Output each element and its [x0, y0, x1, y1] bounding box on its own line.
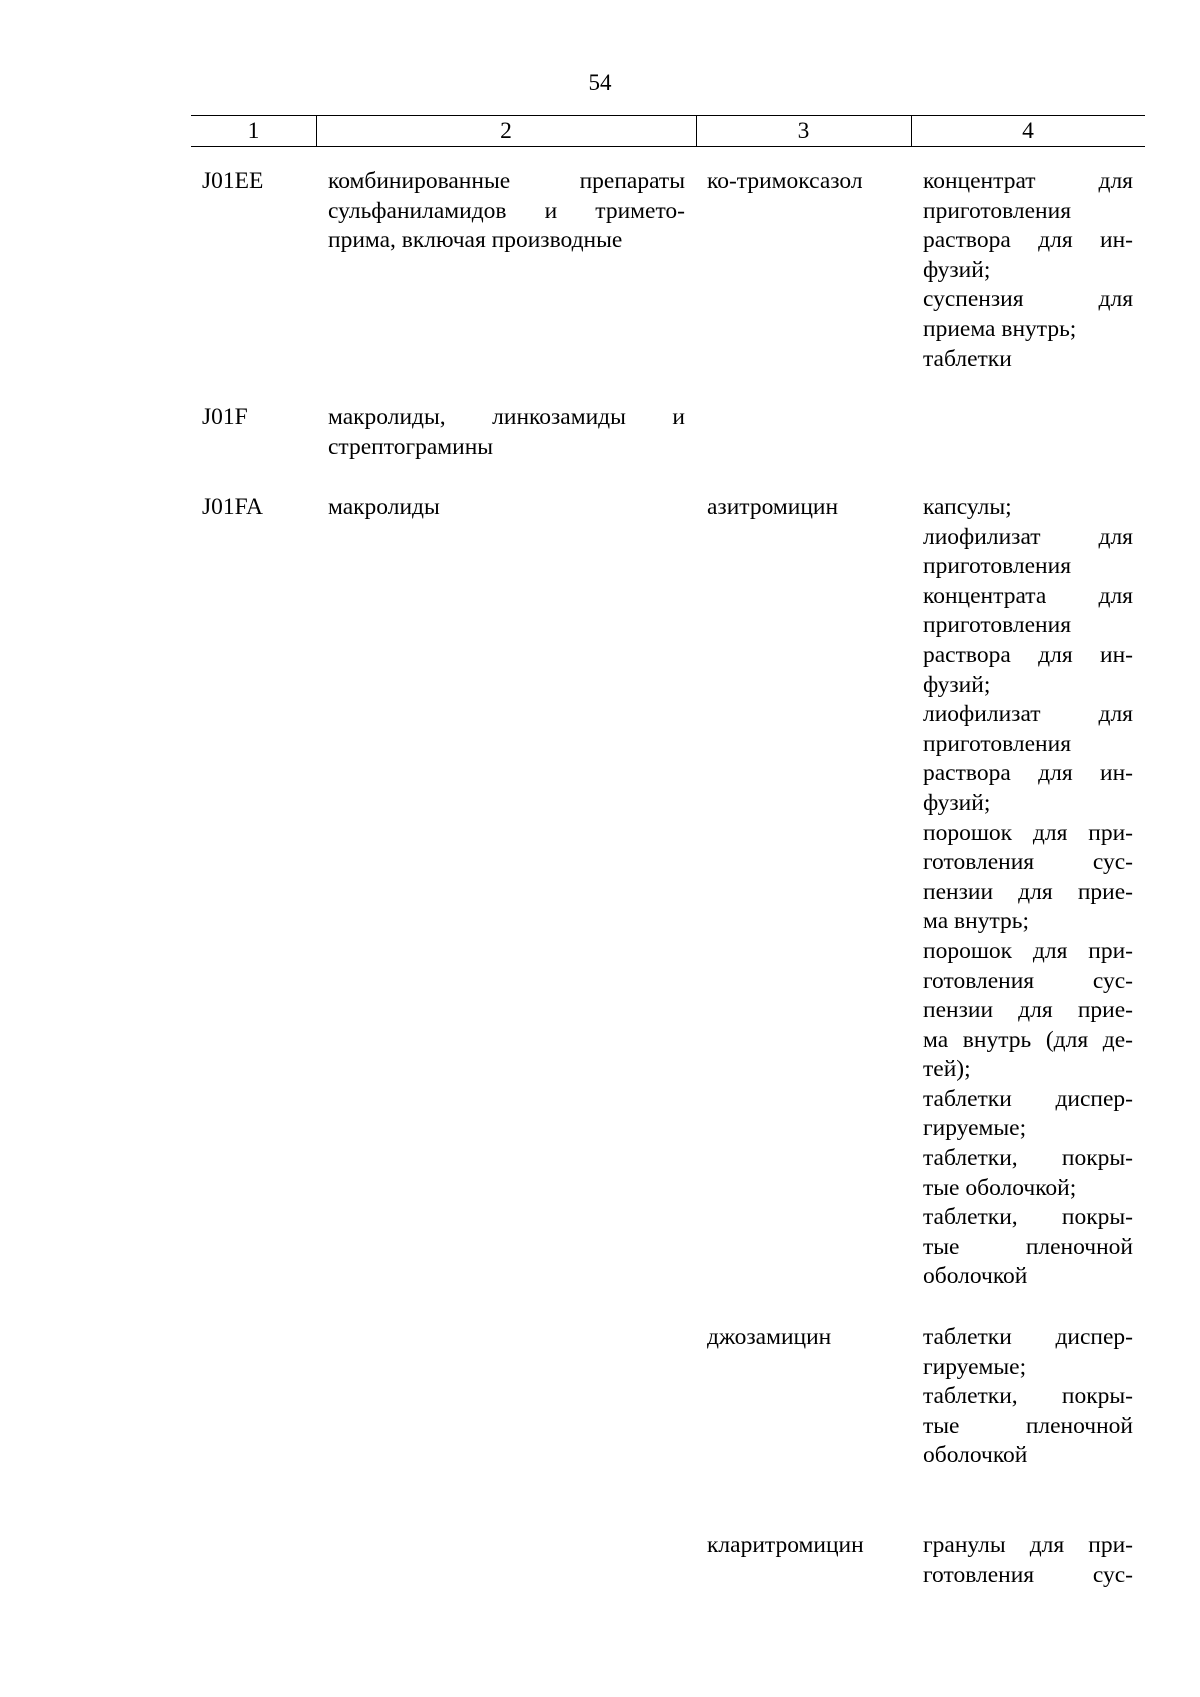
atc-code: J01FA — [202, 494, 263, 520]
dosage-forms — [923, 1323, 1133, 1471]
dosage-forms — [923, 1531, 1133, 1590]
column-header-4: 4 — [1022, 118, 1034, 144]
text-line: раствора для ин- — [923, 227, 1133, 254]
text-line: гируемые; — [923, 1353, 1027, 1380]
page-number: 54 — [588, 70, 612, 95]
text-line: приготовления — [923, 553, 1072, 580]
text-line: тые пленочной — [923, 1233, 1133, 1260]
text-line: ма внутрь; — [923, 908, 1029, 935]
group-name — [328, 403, 685, 462]
text-line: суспензия для — [923, 286, 1133, 313]
text-line: лиофилизат для — [923, 701, 1133, 728]
drug-name: джозамицин — [707, 1324, 832, 1350]
text-line: фузий; — [923, 256, 991, 283]
text-line: таблетки диспер- — [923, 1085, 1133, 1112]
text-line: раствора для ин- — [923, 760, 1133, 787]
text-line: гранулы для при- — [923, 1532, 1133, 1558]
drug-name: ко-тримоксазол — [707, 168, 863, 194]
text-line: комбинированные препараты — [328, 168, 685, 194]
text-line: тые пленочной — [923, 1412, 1133, 1439]
text-line: тей); — [923, 1056, 971, 1083]
table-header-top-rule — [191, 115, 1145, 116]
text-line: приготовления — [923, 197, 1072, 224]
text-line: пензии для прие- — [923, 997, 1133, 1024]
group-name — [328, 167, 685, 256]
text-line: макролиды, линкозамиды и — [328, 404, 685, 430]
text-line: оболочкой — [923, 1263, 1028, 1290]
text-line: таблетки, покры- — [923, 1145, 1133, 1172]
column-header-1: 1 — [247, 118, 260, 144]
drug-name: азитромицин — [707, 494, 839, 520]
text-line: прима, включая производные — [328, 227, 623, 254]
text-line: фузий; — [923, 671, 991, 698]
text-line: готовления сус- — [923, 849, 1133, 876]
text-line: приема внутрь; — [923, 315, 1077, 342]
text-line: порошок для при- — [923, 819, 1133, 846]
text-line: оболочкой — [923, 1442, 1028, 1469]
text-line: приготовления — [923, 730, 1072, 757]
text-line: сульфаниламидов и тримето- — [328, 197, 685, 224]
column-header-3: 3 — [797, 118, 810, 144]
drug-name: кларитромицин — [707, 1532, 864, 1558]
text-line: лиофилизат для — [923, 523, 1133, 550]
atc-code: J01EE — [202, 168, 264, 194]
text-line: макролиды — [328, 494, 440, 520]
group-name — [328, 493, 685, 523]
text-line: порошок для при- — [923, 937, 1133, 964]
text-line: таблетки диспер- — [923, 1324, 1133, 1350]
text-line: тые оболочкой; — [923, 1174, 1077, 1201]
text-line: таблетки, покры- — [923, 1204, 1133, 1231]
text-line: приготовления — [923, 612, 1072, 639]
text-line: готовления сус- — [923, 967, 1133, 994]
text-line: фузий; — [923, 789, 991, 816]
dosage-forms — [923, 167, 1133, 374]
atc-code: J01F — [202, 404, 248, 430]
text-line: пензии для прие- — [923, 878, 1133, 905]
text-line: таблетки, покры- — [923, 1383, 1133, 1410]
column-header-2: 2 — [500, 118, 512, 144]
text-line: стрептограмины — [328, 433, 494, 460]
text-line: ма внутрь (для де- — [923, 1026, 1133, 1053]
text-line: капсулы; — [923, 494, 1012, 520]
dosage-forms — [923, 493, 1133, 1292]
text-line: таблетки — [923, 345, 1012, 372]
text-line: концентрата для — [923, 582, 1133, 609]
text-line: гируемые; — [923, 1115, 1027, 1142]
text-line: раствора для ин- — [923, 641, 1133, 668]
text-line: готовления сус- — [923, 1561, 1133, 1588]
text-line: концентрат для — [923, 168, 1133, 194]
table-header-bottom-rule — [191, 146, 1145, 147]
